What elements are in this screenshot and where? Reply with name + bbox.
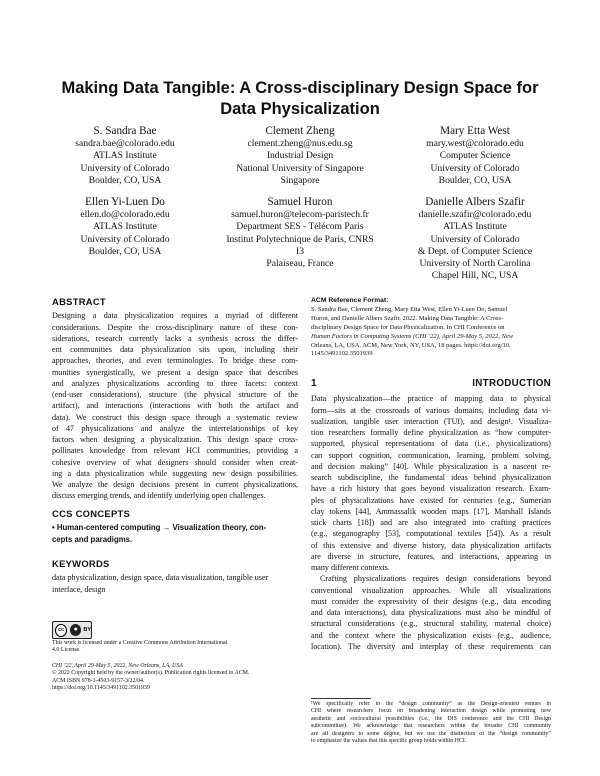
- author-affiliation: Institut Polytechnique de Paris, CNRS: [226, 233, 374, 245]
- abstract-line: data). We construct this design space through a systematic review: [52, 412, 298, 422]
- license-line: This work is licensed under a Creative Commons Attribution International: [52, 640, 228, 646]
- author-email: mary.west@colorado.edu: [426, 138, 524, 149]
- intro-line: must consider the expressivity of their designs (e.g., data encoding: [311, 596, 551, 606]
- author-affiliation: University of Colorado: [430, 162, 520, 174]
- author-location: Singapore: [280, 174, 320, 186]
- ccs-line: cepts and paradigms.: [52, 534, 133, 544]
- footnote-line: subcommittee). We acknowledge that researchers within the broader CHI community: [311, 723, 551, 730]
- abstract-line: artifact), and interactions (interactions with both the artifact and: [52, 401, 298, 411]
- paper-title: [40, 78, 560, 120]
- intro-line: have a rich history that goes beyond visualization research. Exam-: [311, 484, 551, 494]
- isbn-line: ACM ISBN 978-1-4503-9157-3/22/04.: [52, 677, 145, 684]
- license-line: 4.0 License.: [52, 647, 81, 654]
- author-affiliation: & Dept. of Computer Science: [417, 245, 533, 257]
- reference-format-section: [311, 297, 551, 359]
- reference-line: disciplinary Design Space for Data Physicalization. In CHI Conference on: [311, 323, 505, 331]
- reference-line: S. Sandra Bae, Clement Zheng, Mary Etta West, Ellen Yi-Luen Do, Samuel: [311, 305, 508, 313]
- author-location: Palaiseau, France: [266, 258, 334, 270]
- intro-line: many different contexts.: [311, 563, 390, 572]
- abstract-line: considerations. Despite the cross-disciplinary nature of these con-: [52, 322, 298, 332]
- author-email: samuel.huron@telecom-paristech.fr: [231, 209, 369, 220]
- title-line: Making Data Tangible: A Cross-disciplinary Design Space for: [61, 79, 539, 97]
- author-location: Boulder, CO, USA: [88, 245, 162, 257]
- footnote-line: ¹We specifically refer to the “design community” as the Design-oriented venues in: [311, 701, 551, 707]
- intro-line: form—sits at the crossroads of various domains, including data vi-: [311, 405, 551, 415]
- author-affiliation: National University of Singapore: [236, 162, 364, 174]
- author-block: [215, 124, 385, 187]
- keywords-body: [52, 572, 298, 595]
- author-block: [400, 195, 550, 283]
- abstract-body: [52, 310, 298, 501]
- footnote-line: are all designers to some degree, but we use the distinction of the “design community”: [311, 730, 551, 737]
- author-name: Danielle Albers Szafir: [425, 196, 525, 208]
- intro-line: and decision making” [40]. While physicalization is a nascent re-: [311, 461, 551, 471]
- intro-line: of this extensive and diverse history, data physicalization artifacts: [311, 540, 551, 550]
- author-affiliation: ATLAS Institute: [93, 221, 157, 233]
- abstract-line: of 47 physicalizations and analyze the interrelationships of key: [52, 423, 298, 433]
- ccs-heading: CCS CONCEPTS: [52, 508, 131, 519]
- by-attribution-icon: ●: [70, 624, 81, 636]
- doi-link[interactable]: https://doi.org/10.1145/3491102.3501939: [52, 685, 150, 692]
- keywords-heading: KEYWORDS: [52, 558, 110, 569]
- author-name: Mary Etta West: [440, 125, 510, 137]
- footnote-rule: [311, 698, 371, 699]
- keywords-section: [52, 558, 298, 595]
- intro-line: supported, physical representations of data (i.e., physicalizations): [311, 439, 551, 449]
- introduction-section: [311, 378, 551, 652]
- intro-line: Data physicalization—the practice of mapping data to physical: [311, 394, 551, 404]
- author-location: Boulder, CO, USA: [438, 174, 512, 186]
- author-block: [50, 124, 200, 187]
- intro-line: are diverse in structure, features, and interactions, appearing in: [311, 551, 551, 561]
- intro-line: location). The diversity and interplay of these requirements can: [311, 641, 551, 651]
- abstract-line: ent communities data physicalization sits upon, including their: [52, 345, 298, 354]
- author-email: danielle.szafir@colorado.edu: [418, 209, 532, 220]
- author-affiliation: University of North Carolina: [419, 258, 531, 270]
- abstract-line: cohesive overview of what designers should consider when creat-: [52, 457, 298, 467]
- author-affiliation: University of Colorado: [80, 162, 170, 174]
- reference-line: Orleans, LA, USA. ACM, New York, NY, USA, 18 pages. https://doi.org/10.: [311, 341, 511, 349]
- introduction-body: [311, 393, 551, 652]
- keywords-line: interface, design: [52, 584, 106, 594]
- abstract-line: We analyze the design decisions present in current physicalizations,: [52, 480, 298, 489]
- author-affiliation: ATLAS Institute: [443, 221, 507, 233]
- intro-line: conventional visualization approaches. While all visualizations: [311, 585, 551, 595]
- intro-line: and the context where the physicalization exists (e.g., audience,: [311, 630, 551, 640]
- intro-line: stick charts [18]) and are also integrated into crafting practices: [311, 518, 551, 527]
- author-block: [400, 124, 550, 187]
- cc-by-label: BY: [83, 627, 91, 633]
- abstract-section: [52, 296, 298, 502]
- author-location: Chapel Hill, NC, USA: [431, 270, 519, 282]
- reference-doi-link[interactable]: 1145/3491102.3501939: [311, 350, 373, 358]
- abstract-line: Designing a data physicalization requires a myriad of different: [52, 311, 298, 321]
- reference-line: Huron, and Danielle Albers Szafir. 2022. Making Data Tangible: A Cross-: [311, 314, 504, 322]
- title-line: Data Physicalization: [220, 100, 380, 118]
- intro-line: sualization, tangible user interaction (TUI), and design¹. Visualiza-: [311, 416, 551, 426]
- cc-icon: cc: [55, 624, 67, 637]
- intro-line: can support cognition, communication, learning, problem solving,: [311, 450, 551, 460]
- footnote-line: aesthetic and sociocultural possibilities (i.e., the DIS conference and the CHI Design: [311, 715, 551, 722]
- intro-line: Crafting physicalizations requires design considerations beyond: [320, 574, 551, 584]
- abstract-line: and analyzes physicalizations according to three facets: context: [52, 378, 298, 388]
- intro-line: and data interactions), data physicalizations must also be mindful of: [311, 608, 551, 617]
- abstract-line: munities synergistically, we present a design space that describes: [52, 367, 298, 377]
- author-email: ellen.do@colorado.edu: [80, 209, 170, 220]
- reference-line: Human Factors in Computing Systems (CHI ’22), April 29-May 5, 2022, New: [311, 332, 514, 340]
- author-affiliation: University of Colorado: [430, 233, 520, 245]
- venue-line: CHI ’22, April 29-May 5, 2022, New Orleans, LA, USA: [52, 663, 183, 669]
- intro-line: clay tokens [44], Ammassalik wooden maps [17], Marshall Islands: [311, 506, 551, 516]
- author-email: clement.zheng@nus.edu.sg: [247, 138, 353, 149]
- author-affiliation: Department SES - Télécom Paris: [236, 221, 364, 233]
- intro-line: tion researchers formally define physicalization as “how computer-: [311, 428, 551, 437]
- abstract-line: pollinates knowledge from relevant HCI communities, providing a: [52, 446, 298, 456]
- author-name: Samuel Huron: [267, 196, 333, 208]
- abstract-heading: ABSTRACT: [52, 296, 106, 307]
- intro-line: structural considerations (e.g., structural stability, material choice): [311, 619, 551, 629]
- intro-line: search subdiscipline, the fundamental ideas behind physicalization: [311, 473, 551, 482]
- keywords-line: data physicalization, design space, data visualization, tangible user: [52, 573, 269, 583]
- author-name: S. Sandra Bae: [93, 125, 157, 137]
- intro-line: (e.g., steganography [53], computational textiles [54]). As a result: [311, 529, 551, 539]
- author-block: [215, 195, 385, 270]
- abstract-line: approaches, theories, and even terminologies. To bridge these com-: [52, 356, 298, 366]
- author-affiliation: University of Colorado: [80, 233, 170, 245]
- ccs-line: • Human-centered computing → Visualization theory, con-: [52, 523, 267, 533]
- abstract-line: factors when designing a physicalization. This design space cross-: [52, 435, 298, 444]
- abstract-line: ing a data physicalization while suggesting new design possibilities.: [52, 468, 298, 478]
- author-email: sandra.bae@colorado.edu: [75, 138, 175, 149]
- reference-format-heading: ACM Reference Format:: [311, 297, 389, 304]
- author-affiliation: Industrial Design: [266, 150, 334, 162]
- abstract-line: siderations, research currently lacks a synthesis across the differ-: [52, 333, 298, 343]
- author-location: Boulder, CO, USA: [88, 174, 162, 186]
- author-affiliation: ATLAS Institute: [93, 150, 157, 162]
- author-affiliation: I3: [296, 245, 304, 257]
- ccs-body: [52, 522, 298, 545]
- intro-line: ples of physicalizations have existed for centuries (e.g., Sumerian: [311, 495, 551, 505]
- license-statement: [52, 640, 302, 655]
- copyright-line: © 2022 Copyright held by the owner/author(s). Publication rights licensed to ACM.: [52, 670, 250, 677]
- creative-commons-badge[interactable]: [52, 621, 92, 639]
- abstract-line: discuss emerging trends, and identify underlying open challenges.: [52, 491, 266, 501]
- footnote: [311, 701, 551, 745]
- footnote-line: to emphasize the values that this specific group holds within HCI.: [311, 738, 467, 745]
- introduction-heading: 1 INTRODUCTION: [311, 378, 551, 389]
- ccs-section: [52, 508, 298, 545]
- author-block: [50, 195, 200, 258]
- footnote-line: CHI where researchers focus on broadening interaction design while promoting new: [311, 708, 551, 715]
- author-affiliation: Computer Science: [439, 150, 511, 162]
- author-name: Ellen Yi-Luen Do: [85, 196, 165, 208]
- copyright-block: [52, 663, 302, 693]
- abstract-line: (end-user considerations), structure (the physical structure of the: [52, 390, 298, 399]
- author-name: Clement Zheng: [265, 125, 335, 137]
